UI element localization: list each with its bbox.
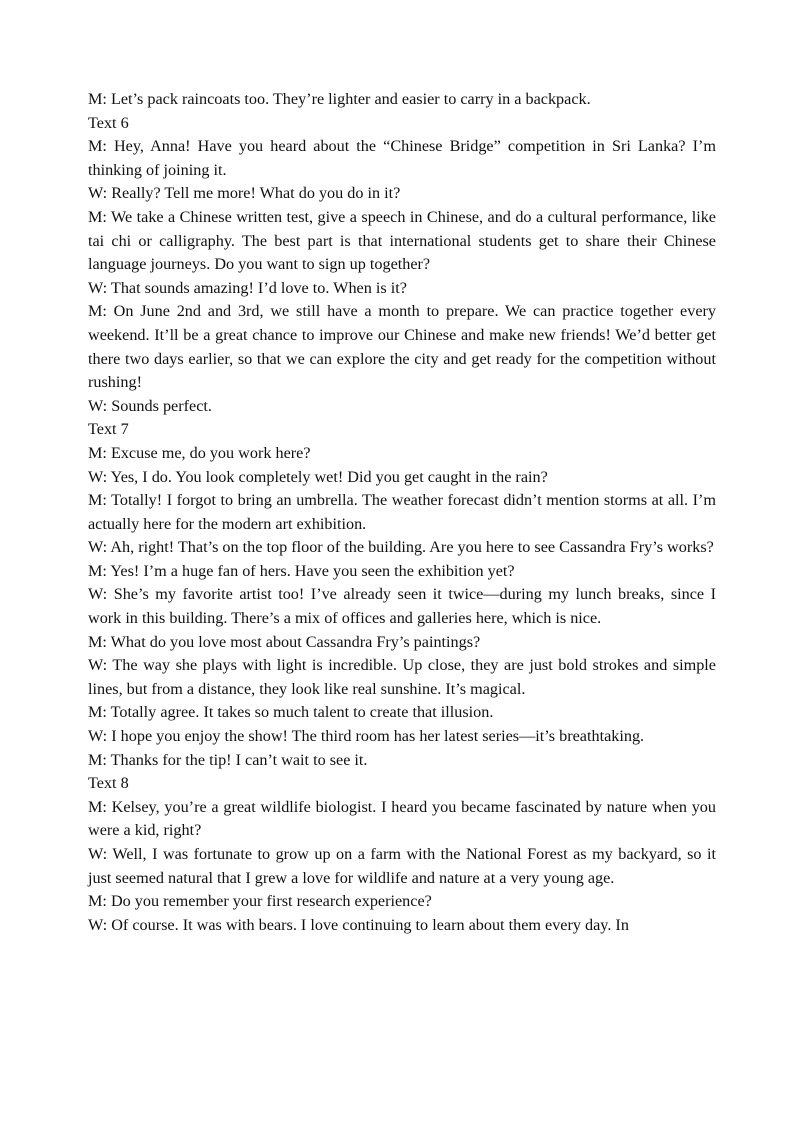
dialogue-line: M: What do you love most about Cassandra Fry’s paintings? — [88, 632, 481, 651]
dialogue-line: M: Kelsey, you’re a great wildlife biologist. I heard you became fascinated by nature when you were a kid, right? — [88, 797, 716, 840]
dialogue-line: W: I hope you enjoy the show! The third room has her latest series—it’s breathtaking. — [88, 727, 645, 746]
section-heading-text-8: Text 8 — [88, 774, 129, 793]
dialogue-line: M: Totally! I forgot to bring an umbrella. The weather forecast didn’t mention storms at all. I’m actually here for the modern art exhibition. — [88, 491, 716, 533]
section-heading-text-7: Text 7 — [88, 420, 129, 439]
dialogue-line: W: That sounds amazing! I’d love to. When is it? — [88, 278, 407, 297]
dialogue-line: M: Excuse me, do you work here? — [88, 443, 311, 462]
dialogue-line: W: She’s my favorite artist too! I’ve already seen it twice—during my lunch breaks, since I work in this building. There’s a mix of offices and galleries here, which is nice. — [88, 585, 716, 628]
dialogue-line: W: Yes, I do. You look completely wet! Did you get caught in the rain? — [88, 467, 548, 486]
transcript-page — [88, 88, 716, 937]
dialogue-line: M: On June 2nd and 3rd, we still have a month to prepare. We can practice together every weekend. It’ll be a great chance to improve our Chinese and make new friends! We’d better get there two days earlier, so that we can explore the city and get ready for the competition without rushing! — [88, 302, 716, 392]
dialogue-line: W: Ah, right! That’s on the top floor of the building. Are you here to see Cassandra Fry’s works? — [88, 538, 714, 557]
dialogue-line: M: Hey, Anna! Have you heard about the “Chinese Bridge” competition in Sri Lanka? I’m thinking of joining it. — [88, 137, 716, 179]
dialogue-line: W: Of course. It was with bears. I love continuing to learn about them every day. In — [88, 915, 629, 934]
dialogue-line: M: Do you remember your first research experience? — [88, 892, 432, 911]
dialogue-line: M: Let’s pack raincoats too. They’re lighter and easier to carry in a backpack. — [88, 90, 591, 108]
dialogue-line: M: We take a Chinese written test, give a speech in Chinese, and do a cultural performance, like tai chi or calligraphy. The best part is that international students get to share their Chinese language journeys. Do you want to sign up together? — [88, 207, 716, 274]
dialogue-line: W: Well, I was fortunate to grow up on a farm with the National Forest as my backyard, so it just seemed natural that I grew a love for wildlife and nature at a very young age. — [88, 845, 716, 887]
dialogue-line: M: Totally agree. It takes so much talent to create that illusion. — [88, 703, 494, 722]
dialogue-line: M: Yes! I’m a huge fan of hers. Have you seen the exhibition yet? — [88, 561, 515, 580]
dialogue-line: W: The way she plays with light is incredible. Up close, they are just bold strokes and simple lines, but from a distance, they look like real sunshine. It’s magical. — [88, 656, 716, 698]
dialogue-line: M: Thanks for the tip! I can’t wait to see it. — [88, 750, 368, 769]
dialogue-line: W: Sounds perfect. — [88, 396, 212, 415]
dialogue-line: W: Really? Tell me more! What do you do in it? — [88, 184, 401, 203]
section-heading-text-6: Text 6 — [88, 113, 129, 132]
